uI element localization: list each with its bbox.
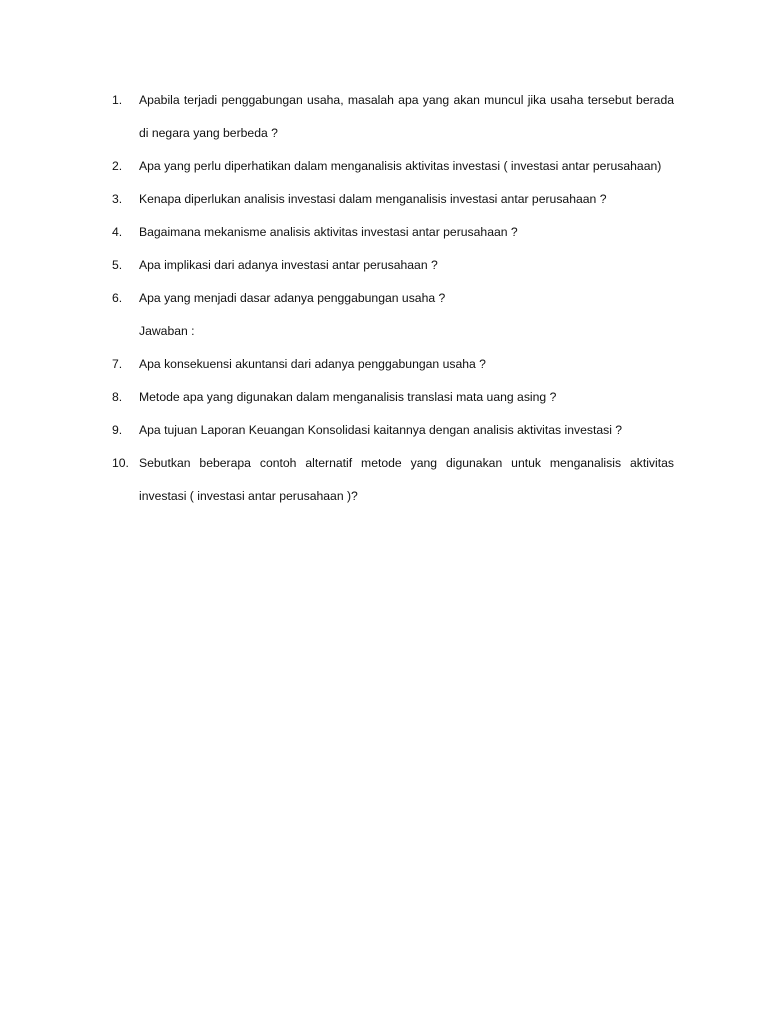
question-item-1	[112, 84, 674, 150]
question-number: 5.	[112, 258, 123, 272]
question-text: Kenapa diperlukan analisis investasi dalam menganalisis investasi antar perusahaan ?	[139, 192, 607, 206]
question-item-9	[112, 414, 674, 447]
question-number: 9.	[112, 423, 123, 437]
question-number: 8.	[112, 390, 123, 404]
question-item-8	[112, 381, 674, 414]
question-text: Bagaimana mekanisme analisis aktivitas investasi antar perusahaan ?	[139, 225, 518, 239]
question-text: Sebutkan beberapa contoh alternatif metode yang digunakan untuk menganalisis aktivitas investasi ( investasi antar perusahaan )?	[139, 456, 674, 503]
question-number: 1.	[112, 93, 123, 107]
question-item-3	[112, 183, 674, 216]
question-number: 6.	[112, 291, 123, 305]
question-text: Apabila terjadi penggabungan usaha, masalah apa yang akan muncul jika usaha tersebut berada di negara yang berbeda ?	[139, 93, 674, 140]
question-text: Apa konsekuensi akuntansi dari adanya penggabungan usaha ?	[139, 357, 486, 371]
question-text: Apa yang perlu diperhatikan dalam menganalisis aktivitas investasi ( investasi antar perusahaan)	[139, 159, 662, 173]
question-number: 3.	[112, 192, 123, 206]
question-text: Metode apa yang digunakan dalam menganalisis translasi mata uang asing ?	[139, 390, 557, 404]
question-number: 7.	[112, 357, 123, 371]
question-item-6	[112, 282, 674, 315]
question-item-4	[112, 216, 674, 249]
question-text: Apa tujuan Laporan Keuangan Konsolidasi kaitannya dengan analisis aktivitas investasi ?	[139, 423, 623, 437]
question-item-5	[112, 249, 674, 282]
question-number: 10.	[112, 456, 129, 470]
question-list	[112, 84, 674, 513]
question-item-7	[112, 348, 674, 381]
answer-label: Jawaban :	[139, 324, 195, 338]
question-item-10	[112, 447, 674, 513]
question-text: Apa implikasi dari adanya investasi antar perusahaan ?	[139, 258, 438, 272]
question-text: Apa yang menjadi dasar adanya penggabungan usaha ?	[139, 291, 446, 305]
question-item-2	[112, 150, 674, 183]
question-number: 4.	[112, 225, 123, 239]
question-number: 2.	[112, 159, 123, 173]
